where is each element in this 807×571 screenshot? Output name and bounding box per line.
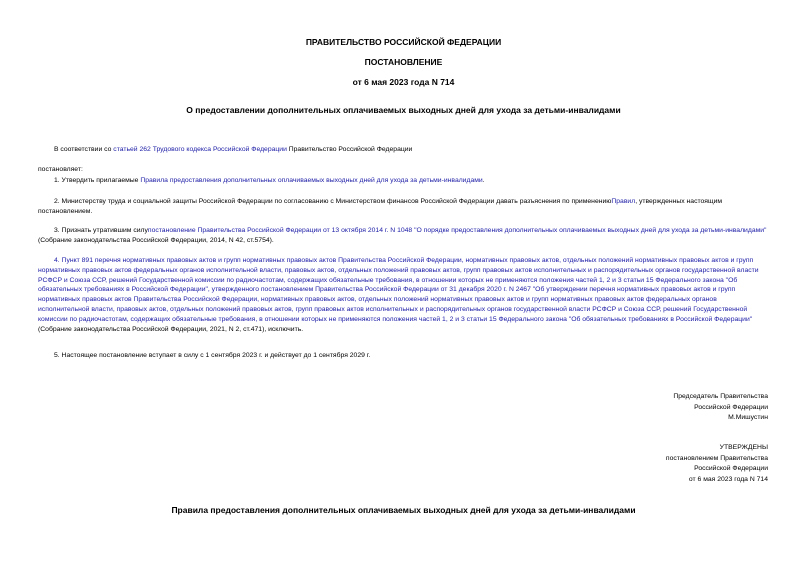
labor-code-link[interactable]: статьей 262 Трудового кодекса Российской Федерации (113, 146, 287, 153)
document-title: О предоставлении дополнительных оплачиваемых выходных дней для ухода за детьми-инвалидами (186, 105, 621, 115)
item-5: 5. Настоящее постановление вступает в силу с 1 сентября 2023 г. и действует до 1 сентября 2029 г. (54, 352, 371, 359)
item-1-end: . (482, 177, 485, 184)
item-4 (38, 256, 768, 334)
signature-organization: Российской Федерации (694, 403, 768, 411)
resolves-text: постановляет: (38, 166, 83, 173)
document-type: ПОСТАНОВЛЕНИЕ (364, 57, 443, 67)
approval-line-3: Российской Федерации (694, 465, 768, 473)
item-1 (54, 176, 784, 186)
preamble-text-end: Правительство Российской Федерации (286, 146, 413, 153)
preamble-text: В соответствии со (54, 146, 114, 153)
item-4-end: (Собрание законодательства Российской Федерации, 2021, N 2, ст.471), исключить. (38, 325, 304, 333)
approval-block (666, 443, 768, 485)
item-4-link[interactable]: 4. Пункт 891 перечня нормативных правовых актов и групп нормативных правовых актов Правительства Российской Федерации, нормативных правовых актов, отдельных положений нормативных правовых актов и групп нормативных правовых актов федеральных органов исполнительной власти, правовых актов, отдельных положений правовых актов, групп правовых актов исполнительных и распорядительных органов государственной власти РСФСР и Союза ССР, решений Государственной комиссии по радиочастотам, содержащих обязательные требования, в отношении которых не применяются положения частей 1, 2 и 3 статьи 15 Федерального закона "Об обязательных требованиях в Российской Федерации", утвержденного постановлением Правительства Российской Федерации от 31 декабря 2020 г. N 2467 "Об утверждении перечня нормативных правовых актов и групп нормативных правовых актов Правительства Российской Федерации, нормативных правовых актов, отдельных положений нормативных правовых актов и групп нормативных правовых актов федеральных органов исполнительной власти, правовых актов, отдельных положений правовых актов, групп правовых актов исполнительных и распорядительных органов государственной власти РСФСР и Союза ССР, решений Государственной комиссии по радиочастотам, содержащих обязательные требования, в отношении которых не применяются положения частей 1, 2 и 3 статьи 15 Федерального закона "Об обязательных требованиях в Российской Федерации" (38, 257, 759, 323)
item-2 (38, 197, 768, 217)
item-2-end: , утвержденных настоящим постановлением. (38, 198, 723, 215)
repealed-resolution-link[interactable]: постановление Правительства Российской Федерации от 13 октября 2014 г. N 1048 "О порядке предоставления дополнительных оплачиваемых выходных дней для ухода за детьми-инвалидами" (147, 227, 767, 234)
item-1-text: 1. Утвердить прилагаемые (54, 177, 141, 184)
signature-position: Председатель Правительства (673, 393, 768, 400)
signature-block (673, 392, 768, 424)
rules-link-2[interactable]: Правил (611, 198, 636, 205)
rules-link[interactable]: Правила предоставления дополнительных оплачиваемых выходных дней для ухода за детьми-инвалидами (140, 177, 483, 184)
government-heading: ПРАВИТЕЛЬСТВО РОССИЙСКОЙ ФЕДЕРАЦИИ (305, 37, 502, 47)
rules-title: Правила предоставления дополнительных оплачиваемых выходных дней для ухода за детьми-инвалидами (171, 505, 636, 515)
approval-line-4: от 6 мая 2023 года N 714 (688, 475, 768, 483)
item-3-end: (Собрание законодательства Российской Федерации, 2014, N 42, ст.5754). (38, 236, 274, 244)
signature-name: М.Мишустин (728, 414, 768, 422)
approval-title: УТВЕРЖДЕНЫ (719, 444, 768, 451)
item-3-text: 3. Признать утратившим силу (54, 227, 148, 234)
item-3 (38, 226, 768, 246)
approval-line-2: постановлением Правительства (665, 454, 768, 462)
item-2-text: 2. Министерству труда и социальной защиты Российской Федерации по согласованию с Министерством финансов Российской Федерации давать разъяснения по применению (54, 198, 612, 205)
preamble (54, 145, 784, 155)
document-date-number: от 6 мая 2023 года N 714 (352, 77, 455, 87)
